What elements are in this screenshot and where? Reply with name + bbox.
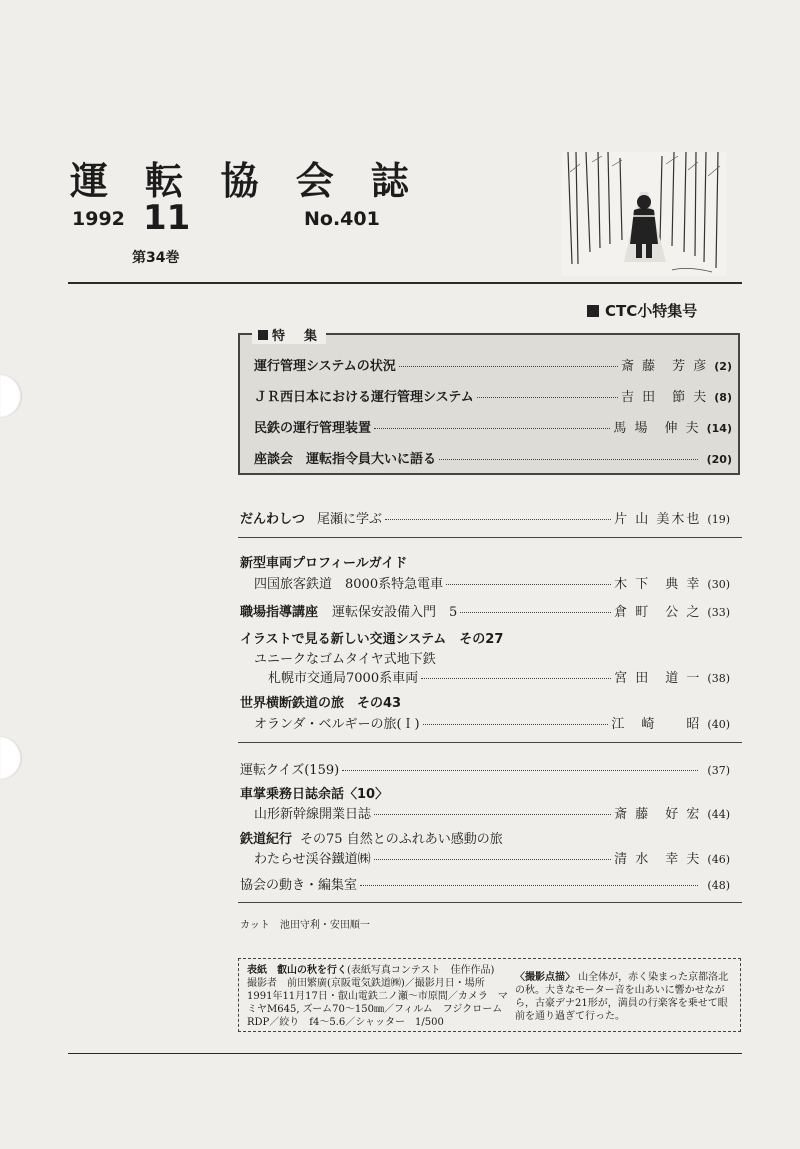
section-heading-kiko: 鉄道紀行 その75 自然とのふれあい感動の旅 [240, 832, 503, 847]
feature-entry[interactable]: 座談会 運転指令員大いに語る (20) [254, 452, 732, 467]
section-heading-world: 世界横断鉄道の旅 その43 [240, 696, 402, 711]
feature-entry[interactable]: 民鉄の運行管理装置 馬 場 伸 夫 (14) [254, 421, 732, 436]
section-heading-illust: イラストで見る新しい交通システム その27 [240, 632, 504, 647]
section-heading-shasho: 車掌乗務日誌余話〈10〉 [240, 787, 389, 802]
issue-number: No.401 [304, 208, 380, 230]
feature-entry[interactable]: ＪＲ西日本における運行管理システム 吉 田 節 夫 (8) [254, 390, 732, 405]
feature-entry[interactable]: 運行管理システムの状況 斎 藤 芳 彦 (2) [254, 359, 732, 374]
toc-entry-world[interactable]: オランダ・ベルギーの旅(Ｉ) 江 崎 昭 (40) [254, 717, 730, 732]
header-rule [68, 282, 742, 284]
section-heading-profile: 新型車両プロフィールガイド [240, 556, 408, 571]
illustration-credit: カット 池田守利・安田順一 [240, 920, 370, 931]
toc-entry-shasho[interactable]: 山形新幹線開業日誌 斎 藤 好 宏 (44) [254, 807, 730, 822]
toc-entry-kiko[interactable]: わたらせ渓谷鐵道㈱ 清 水 幸 夫 (46) [254, 852, 730, 867]
toc-entry-danwashitsu[interactable]: だんわしつ 尾瀬に学ぶ 片 山 美木也 (19) [240, 512, 730, 527]
binder-hole-bottom [0, 736, 22, 780]
feature-label: 特 集 [252, 325, 326, 344]
issue-month: 11 [143, 198, 191, 238]
toc-subtitle: ユニークなゴムタイヤ式地下鉄 [254, 652, 436, 667]
cover-illustration [562, 152, 726, 276]
magazine-title: 運 転 協 会 誌 [70, 159, 421, 203]
volume-number: 第34巻 [132, 250, 180, 266]
issue-year: 1992 [72, 208, 125, 230]
toc-entry-quiz[interactable]: 運転クイズ(159) (37) [240, 763, 730, 778]
section-divider [238, 742, 742, 743]
footer-rule [68, 1053, 742, 1054]
toc-entry-profile[interactable]: 四国旅客鉄道 8000系特急電車 木 下 典 幸 (30) [254, 577, 730, 592]
toc-entry-shokuba[interactable]: 職場指導講座 運転保安設備入門 5 倉 町 公 之 (33) [240, 605, 730, 620]
section-divider [238, 902, 742, 903]
toc-entry-illust[interactable]: 札幌市交通局7000系車両 宮 田 道 一 (38) [268, 671, 730, 686]
section-divider [238, 537, 742, 538]
binder-hole-top [0, 374, 22, 418]
cover-caption-box: 表紙 叡山の秋を行く(表紙写真コンテスト 佳作作品) 撮影者 前田繁廣(京阪電気鉄道㈱)／撮影月日・場所 1991年11月17日・叡山電鉄二ノ瀬～市原間／カメラ マ ミヤM645, ズーム70～150㎜／フィルム フジクローム RDP／絞り f4～5.6／シャッター 1/500 〈撮影点描〉 山全体が，赤く染まった京都洛北の秋。大きなモーター音を山あいに響かせながら，古豪デナ21形が，満員の行楽客を乗せて眼前を通り過ぎて行った。 [238, 958, 741, 1032]
toc-entry-kyokai[interactable]: 協会の動き・編集室 (48) [240, 878, 730, 893]
special-issue-label: CTC小特集号 [587, 300, 697, 321]
